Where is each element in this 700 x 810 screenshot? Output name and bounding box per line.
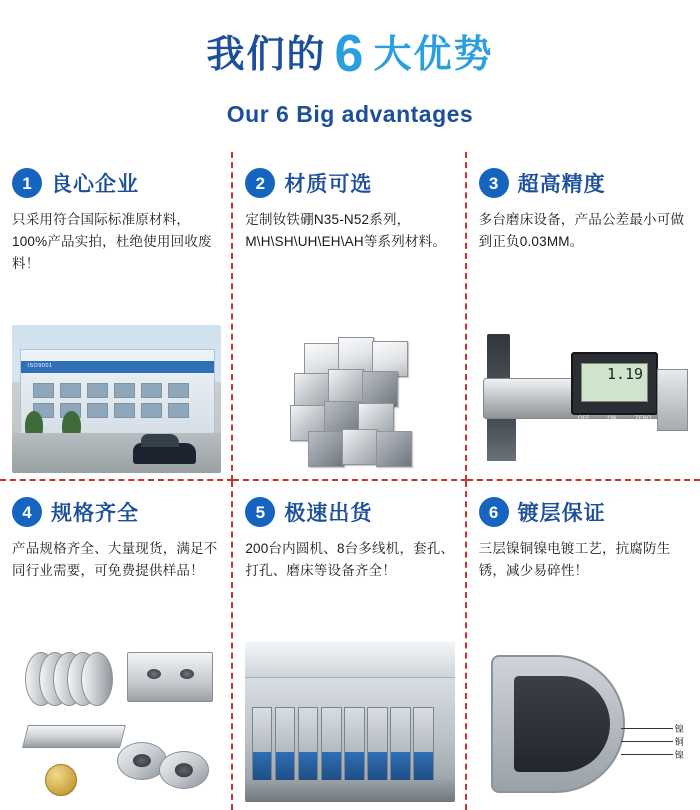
advantage-desc-5: 200台内圆机、8台多线机，套孔、打孔、磨床等设备齐全！ bbox=[245, 541, 455, 578]
advantage-image-3 bbox=[479, 325, 688, 473]
advantage-number-badge-6: 6 bbox=[479, 497, 509, 527]
caliper-reading: 1.19 bbox=[581, 363, 648, 402]
machine-unit bbox=[298, 707, 319, 783]
advantage-desc-3: 多台磨床设备，产品公差最小可做到正负0.03MM。 bbox=[478, 212, 685, 249]
advantage-desc-1: 只采用符合国际标准原材料，100%产品实拍，杜绝使用回收废料！ bbox=[12, 212, 212, 271]
caliper-display-housing bbox=[571, 352, 659, 423]
workshop-floor bbox=[245, 780, 454, 802]
advantage-desc-2: 定制钕铁硼N35-N52系列，M\H\SH\UH\EH\AH等系列材料。 bbox=[245, 212, 447, 249]
ring-magnet bbox=[159, 751, 209, 789]
factory-window bbox=[168, 383, 189, 398]
advantage-desc-6: 三层镍铜镍电镀工艺，抗腐防生锈，减少易碎性！ bbox=[478, 541, 671, 578]
magnet-cube-blocks-photo bbox=[245, 325, 454, 473]
magnet-cube bbox=[286, 343, 414, 455]
factory-window bbox=[60, 383, 81, 398]
advantage-card-6 bbox=[467, 481, 700, 810]
advantage-card-4 bbox=[0, 481, 233, 810]
plating-layers-diagram bbox=[479, 642, 688, 802]
machine-unit bbox=[252, 707, 273, 783]
caliper-scale-end bbox=[657, 369, 688, 430]
advantage-card-2 bbox=[233, 152, 466, 481]
advantage-header-5 bbox=[245, 495, 454, 529]
bar-magnet bbox=[22, 725, 126, 748]
advantage-title-2: 材质可选 bbox=[284, 173, 373, 196]
advantage-title-1: 良心企业 bbox=[51, 173, 139, 196]
workshop-machines-photo bbox=[245, 642, 454, 802]
machine-unit bbox=[413, 707, 434, 783]
machine-unit bbox=[390, 707, 411, 783]
advantage-header-3 bbox=[479, 166, 688, 200]
advantage-image-6 bbox=[479, 642, 688, 802]
caliper-buttons bbox=[578, 415, 652, 422]
title-cn-part2: 大优势 bbox=[373, 34, 494, 76]
assorted-magnet-shapes-photo bbox=[12, 642, 221, 802]
page-subtitle: Our 6 Big advantages bbox=[226, 101, 474, 128]
advantage-card-5 bbox=[233, 481, 466, 810]
advantage-number-badge-1: 1 bbox=[12, 168, 42, 198]
machine-unit bbox=[275, 707, 296, 783]
caliper-button-on[interactable]: ON bbox=[607, 415, 617, 423]
caliper-button-zero[interactable]: ZERO bbox=[634, 415, 652, 423]
advantage-number-badge-3: 3 bbox=[479, 168, 509, 198]
workshop-roof bbox=[245, 642, 454, 678]
factory-facade bbox=[20, 349, 215, 434]
factory-window bbox=[114, 403, 135, 418]
advantage-number-badge-5: 5 bbox=[245, 497, 275, 527]
magnet-arc-core bbox=[514, 676, 610, 773]
countersunk-plate-magnet bbox=[127, 652, 213, 702]
poster-header bbox=[0, 0, 700, 128]
factory-window bbox=[33, 383, 54, 398]
factory-window bbox=[141, 383, 162, 398]
factory-window bbox=[114, 383, 135, 398]
coin-reference bbox=[45, 764, 77, 796]
advantage-image-2 bbox=[245, 325, 454, 473]
machine-unit bbox=[321, 707, 342, 783]
advantage-desc-4: 产品规格齐全、大量现货，满足不同行业需要，可免费提供样品！ bbox=[12, 541, 218, 578]
advantages-grid bbox=[0, 152, 700, 810]
car-icon bbox=[133, 443, 196, 464]
machine-unit bbox=[344, 707, 365, 783]
factory-window bbox=[141, 403, 162, 418]
advantage-title-6: 镀层保证 bbox=[517, 502, 606, 525]
title-number: 6 bbox=[334, 25, 366, 83]
advantage-title-3: 超高精度 bbox=[517, 173, 606, 196]
advantage-image-5 bbox=[245, 642, 454, 802]
advantage-card-1 bbox=[0, 152, 233, 481]
page-title bbox=[0, 26, 700, 83]
digital-caliper-photo bbox=[479, 325, 688, 473]
advantage-header-4 bbox=[12, 495, 221, 529]
advantage-image-4 bbox=[12, 642, 221, 802]
factory-window bbox=[87, 383, 108, 398]
factory-banner bbox=[21, 361, 214, 373]
layer-label-nickel-outer: 镍 bbox=[674, 724, 684, 734]
advantage-header-6 bbox=[479, 495, 688, 529]
advantage-header-1 bbox=[12, 166, 221, 200]
advantage-title-5: 极速出货 bbox=[284, 502, 373, 525]
caliper-button-off[interactable]: OFF bbox=[577, 415, 590, 423]
disc-magnet-stack bbox=[25, 652, 121, 716]
advantage-header-2 bbox=[245, 166, 454, 200]
advantage-card-3 bbox=[467, 152, 700, 481]
factory-window bbox=[87, 403, 108, 418]
advantage-number-badge-4: 4 bbox=[12, 497, 42, 527]
advantage-image-1 bbox=[12, 325, 221, 473]
layer-label-nickel-inner: 镍 bbox=[674, 749, 684, 760]
magnet-arc-outer bbox=[491, 655, 625, 793]
advantage-number-badge-2: 2 bbox=[245, 168, 275, 198]
title-cn-part1: 我们的 bbox=[206, 34, 327, 76]
layer-label-copper: 铜 bbox=[674, 736, 684, 747]
factory-window bbox=[168, 403, 189, 418]
machine-unit bbox=[367, 707, 388, 783]
factory-banner-text: ISO9001 bbox=[27, 363, 53, 370]
advantage-title-4: 规格齐全 bbox=[51, 502, 139, 525]
factory-building-photo bbox=[12, 325, 221, 473]
